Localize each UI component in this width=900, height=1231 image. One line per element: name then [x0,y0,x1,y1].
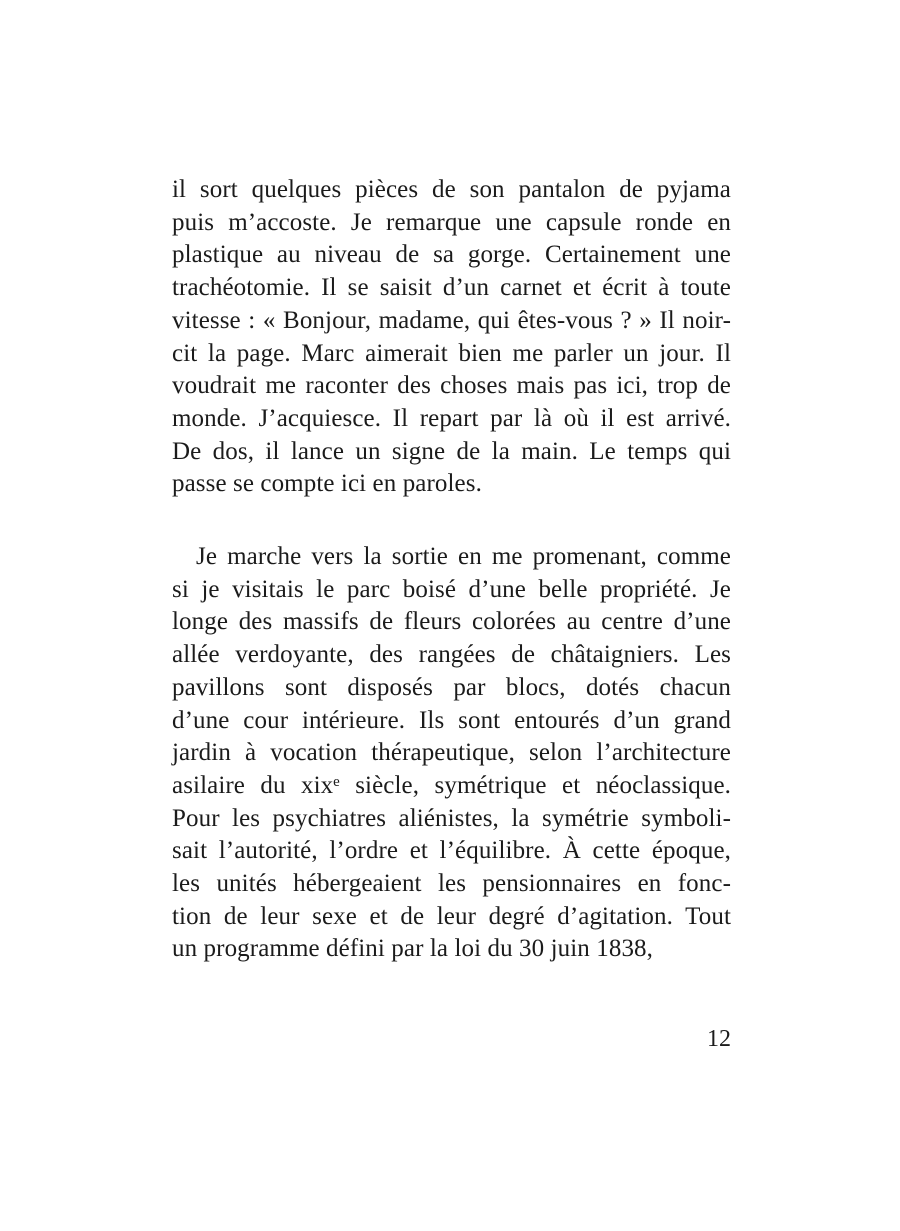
page-text [172,174,731,966]
text-line: vitesse : « Bonjour, madame, qui êtes-vous ? » Il noir- [172,306,731,334]
text-line: allée verdoyante, des rangées de châtaigniers. Les [172,641,731,669]
text-line: cit la page. Marc aimerait bien me parler un jour. Il [172,339,731,367]
text-line: passe se compte ici en paroles. [172,470,482,498]
text-line: il sort quelques pièces de son pantalon de pyjama [172,176,731,203]
paragraph [172,174,731,501]
text-line: trachéotomie. Il se saisit d’un carnet et écrit à toute [172,274,731,302]
text-line: sait l’autorité, l’ordre et l’équilibre. À cette époque, [172,837,731,865]
text-line: tion de leur sexe et de leur degré d’agitation. Tout [172,902,731,930]
paragraph [172,541,731,966]
text-line: Pour les psychiatres aliénistes, la symétrie symboli- [172,804,731,832]
text-line: les unités hébergeaient les pensionnaires en fonc- [172,870,731,898]
text-line: voudrait me raconter des choses mais pas ici, trop de [172,372,731,400]
text-line: asilaire du xixᵉ siècle, symétrique et néoclassique. [172,771,731,799]
text-line: longe des massifs de fleurs colorées au centre d’une [172,608,731,636]
text-line: Je marche vers la sortie en me promenant, comme [196,543,731,571]
text-line: un programme défini par la loi du 30 juin 1838, [172,935,653,963]
text-line: pavillons sont disposés par blocs, dotés chacun [172,673,731,701]
page-number: 12 [707,1026,731,1052]
text-line: De dos, il lance un signe de la main. Le temps qui [172,437,731,465]
text-line: si je visitais le parc boisé d’une belle propriété. Je [172,575,731,603]
text-line: plastique au niveau de sa gorge. Certainement une [172,241,731,269]
text-line: jardin à vocation thérapeutique, selon l’architecture [172,739,731,767]
text-line: d’une cour intérieure. Ils sont entourés d’un grand [172,706,731,734]
text-line: monde. J’acquiesce. Il repart par là où il est arrivé. [172,404,731,432]
text-line: puis m’accoste. Je remarque une capsule ronde en [172,208,731,236]
